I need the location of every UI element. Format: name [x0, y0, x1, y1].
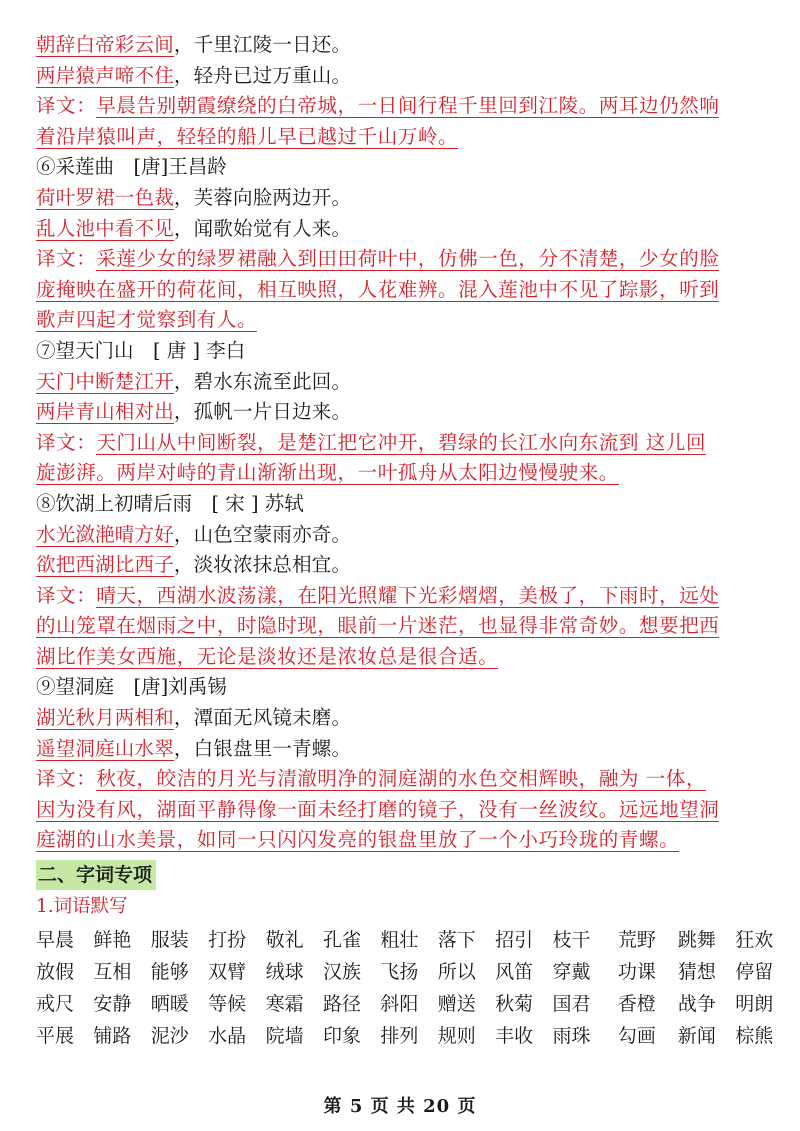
verse-line — [36, 61, 764, 92]
word-item: 放假 — [36, 961, 75, 984]
word-item: 服装 — [150, 929, 189, 952]
translation-text: 着沿岸猿叫声，轻轻的船儿早已越过千山万岭。 — [36, 124, 459, 148]
word-item: 寒霜 — [265, 993, 304, 1016]
translation-line — [36, 244, 764, 275]
word-item: 猜想 — [677, 961, 716, 984]
verse-memorize: 两岸猿声啼不住 — [36, 63, 174, 87]
word-item: 敬礼 — [265, 929, 304, 952]
verse-rest: ，芙蓉向脸两边开。 — [173, 185, 352, 209]
verse-line — [36, 183, 764, 214]
word-item: 孔雀 — [322, 929, 361, 952]
word-item: 粗壮 — [380, 929, 419, 952]
word-item: 泥沙 — [150, 1025, 189, 1048]
word-item: 早晨 — [36, 929, 75, 952]
word-item: 秋菊 — [495, 993, 534, 1016]
verse-rest: ，闻歌始觉有人来。 — [173, 216, 352, 240]
word-item: 安静 — [93, 993, 132, 1016]
translation-label: 译文： — [36, 247, 97, 271]
translation-text: 早晨告别朝霞缭绕的白帝城，一日间行程千里回到江陵。两耳边仍然响 — [96, 94, 720, 118]
section-title: 二、字词专项 — [36, 860, 156, 890]
verse-memorize: 水光潋滟晴方好 — [36, 522, 174, 546]
verse-line — [36, 367, 764, 398]
translation-text: 庞掩映在盛开的荷花间，相互映照，人花难辨。混入莲池中不见了踪影，听到 — [36, 277, 720, 301]
word-item: 绒球 — [265, 961, 304, 984]
translation-line — [36, 122, 764, 153]
translation-text: 因为没有风，湖面平静得像一面未经打磨的镜子，没有一丝波纹。远远地望洞 — [36, 797, 720, 821]
word-item: 能够 — [150, 961, 189, 984]
word-item: 水晶 — [208, 1025, 247, 1048]
verse-rest: ，白银盘里一青螺。 — [173, 736, 352, 760]
translation-line — [36, 825, 764, 856]
translation-line — [36, 91, 764, 122]
word-item: 晒暖 — [150, 993, 189, 1016]
word-item: 狂欢 — [735, 929, 774, 952]
word-item: 铺路 — [93, 1025, 132, 1048]
word-item: 院墙 — [265, 1025, 304, 1048]
word-item: 鲜艳 — [93, 929, 132, 952]
verse-memorize: 天门中断楚江开 — [36, 369, 174, 393]
translation-line — [36, 764, 764, 795]
translation-line — [36, 642, 764, 673]
word-item: 落下 — [437, 929, 476, 952]
word-item: 枝干 — [552, 929, 591, 952]
verse-line — [36, 734, 764, 765]
translation-text: 的山笼罩在烟雨之中，时隐时现，眼前一片迷茫，也显得非常奇妙。想要把西 — [36, 614, 720, 638]
word-item: 所以 — [437, 961, 476, 984]
word-item: 丰收 — [495, 1025, 534, 1048]
verse-line — [36, 397, 764, 428]
verse-memorize: 欲把西湖比西子 — [36, 553, 174, 577]
verse-rest: ，山色空蒙雨亦奇。 — [173, 522, 352, 546]
word-item: 跳舞 — [677, 929, 716, 952]
translation-label: 译文： — [36, 94, 97, 118]
word-row — [36, 988, 774, 1020]
word-item: 雨珠 — [552, 1025, 591, 1048]
word-row — [36, 924, 774, 956]
translation-line — [36, 458, 764, 489]
word-item: 规则 — [437, 1025, 476, 1048]
translation-text: 旋澎湃。两岸对峙的青山渐渐出现，一叶孤舟从太阳边慢慢驶来。 — [36, 461, 619, 485]
word-item: 棕熊 — [735, 1025, 774, 1048]
word-item: 国君 — [552, 993, 591, 1016]
verse-memorize: 乱人池中看不见 — [36, 216, 174, 240]
translation-line — [36, 581, 764, 612]
translation-line — [36, 305, 764, 336]
word-item: 等候 — [208, 993, 247, 1016]
poem-content — [36, 30, 764, 856]
poem-title: ⑧饮湖上初晴后雨 [ 宋 ] 苏轼 — [36, 491, 304, 515]
word-item: 新闻 — [677, 1025, 716, 1048]
verse-line — [36, 703, 764, 734]
verse-memorize: 湖光秋月两相和 — [36, 706, 174, 730]
translation-line — [36, 611, 764, 642]
verse-memorize: 朝辞白帝彩云间 — [36, 33, 174, 56]
verse-memorize: 两岸青山相对出 — [36, 400, 174, 424]
translation-label: 译文： — [36, 430, 97, 454]
verse-rest: ，碧水东流至此回。 — [173, 369, 352, 393]
translation-text: 歌声四起才觉察到有人。 — [36, 308, 258, 332]
verse-line — [36, 214, 764, 245]
translation-label: 译文： — [36, 583, 97, 607]
poem-title: ⑦望天门山 [ 唐 ] 李白 — [36, 338, 246, 362]
word-item: 明朗 — [735, 993, 774, 1016]
poem-title: ⑨望洞庭 [唐]刘禹锡 — [36, 675, 227, 699]
translation-line — [36, 795, 764, 826]
word-item: 飞扬 — [380, 961, 419, 984]
translation-line — [36, 428, 764, 459]
verse-memorize: 遥望洞庭山水翠 — [36, 736, 174, 760]
translation-text: 秋夜，皎洁的月光与清澈明净的洞庭湖的水色交相辉映，融为 一体， — [96, 767, 707, 791]
word-item: 停留 — [735, 961, 774, 984]
verse-memorize: 荷叶罗裙一色裁 — [36, 185, 174, 209]
poem-title: ⑥采莲曲 [唐]王昌龄 — [36, 155, 227, 179]
verse-rest: ，潭面无风镜未磨。 — [173, 706, 352, 730]
word-item: 香橙 — [617, 993, 656, 1016]
word-item: 斜阳 — [380, 993, 419, 1016]
word-item: 印象 — [322, 1025, 361, 1048]
word-item: 招引 — [495, 929, 534, 952]
word-item: 路径 — [322, 993, 361, 1016]
word-row — [36, 956, 774, 988]
translation-text: 采莲少女的绿罗裙融入到田田荷叶中，仿佛一色，分不清楚，少女的脸 — [96, 247, 720, 271]
word-item: 战争 — [677, 993, 716, 1016]
word-item: 汉族 — [322, 961, 361, 984]
word-row — [36, 1020, 774, 1052]
word-item: 排列 — [380, 1025, 419, 1048]
word-item: 穿戴 — [552, 961, 591, 984]
verse-rest: ，轻舟已过万重山。 — [173, 63, 352, 87]
translation-text: 庭湖的山水美景，如同一只闪闪发亮的银盘里放了一个小巧玲珑的青螺。 — [36, 828, 680, 852]
word-grid — [36, 924, 774, 1052]
word-item: 功课 — [617, 961, 656, 984]
word-item: 打扮 — [208, 929, 247, 952]
verse-line — [36, 30, 764, 61]
verse-line — [36, 520, 764, 551]
verse-rest: ，千里江陵一日还。 — [173, 33, 352, 56]
verse-rest: ，淡妆浓抹总相宜。 — [173, 553, 352, 577]
word-item: 勾画 — [617, 1025, 656, 1048]
translation-label: 译文： — [36, 767, 97, 791]
section-header — [36, 856, 764, 890]
translation-text: 天门山从中间断裂，是楚江把它冲开，碧绿的长江水向东流到 这儿回 — [96, 430, 707, 454]
translation-text: 晴天，西湖水波荡漾，在阳光照耀下光彩熠熠，美极了，下雨时，远处 — [96, 583, 720, 607]
word-item: 荒野 — [617, 929, 656, 952]
word-item: 赠送 — [437, 993, 476, 1016]
word-item: 戒尺 — [36, 993, 75, 1016]
page-footer: 第 5 页 共 20 页 — [323, 1096, 477, 1117]
word-item: 互相 — [93, 961, 132, 984]
verse-line — [36, 550, 764, 581]
word-item: 双臂 — [208, 961, 247, 984]
word-item: 风笛 — [495, 961, 534, 984]
translation-line — [36, 275, 764, 306]
sub-title: 1.词语默写 — [36, 896, 128, 918]
word-item: 平展 — [36, 1025, 75, 1048]
verse-rest: ，孤帆一片日边来。 — [173, 400, 352, 424]
translation-text: 湖比作美女西施，无论是淡妆还是浓妆总是很合适。 — [36, 644, 499, 668]
